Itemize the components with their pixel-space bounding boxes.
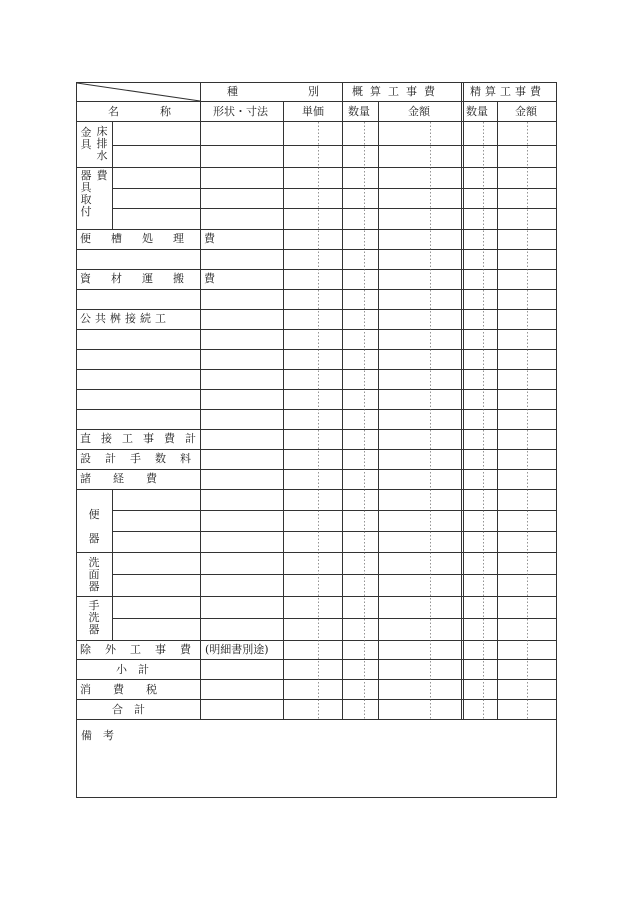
group-kigu-right: 費 — [96, 169, 108, 182]
row-jogai-label: 除外工事費 — [80, 643, 205, 656]
row-shizai-label: 資材運搬費 — [80, 272, 235, 285]
row-sekkei-label: 設計手数料 — [80, 452, 205, 465]
row-shokei-label: 諸 経 費 — [80, 472, 157, 485]
header-name-label-a: 名 — [108, 105, 119, 118]
row-gokei-label: 合 計 — [112, 703, 145, 716]
group-benki: 便器 — [88, 508, 100, 545]
header-qty-label: 数量 — [348, 105, 370, 118]
header-kind-label-a: 種 — [227, 85, 238, 98]
header-estimate-label: 概算工事費 — [352, 85, 442, 98]
row-shohizei-label: 消 費 税 — [80, 683, 157, 696]
header-name-label-b: 称 — [160, 105, 171, 118]
header-shape-label: 形状・寸法 — [213, 105, 268, 118]
header-settlement-label: 精算工事費 — [470, 85, 545, 98]
group-kanagu-right: 床排水 — [96, 125, 108, 162]
group-kigu-left: 器具取付 — [80, 169, 92, 218]
row-chokusetsu-label: 直接工事費計 — [80, 432, 206, 445]
row-benso-label: 便槽処理費 — [80, 232, 235, 245]
group-tearai: 手洗器 — [88, 599, 100, 636]
group-senmen: 洗面器 — [88, 556, 100, 593]
row-shokei2-label: 小 計 — [116, 663, 149, 676]
header-unit-price-label: 単価 — [302, 105, 324, 118]
header-qty2-label: 数量 — [466, 105, 488, 118]
header-amount-label: 金額 — [408, 105, 430, 118]
header-diagonal — [77, 83, 200, 101]
header-amount2-label: 金額 — [515, 105, 537, 118]
row-jogai-note: (明細書別途) — [205, 643, 269, 656]
remarks-label: 備 考 — [81, 729, 114, 742]
header-kind-label-b: 別 — [308, 85, 319, 98]
group-kanagu-left: 金具 — [80, 126, 92, 151]
row-kokyo-label: 公共桝接続工 — [80, 312, 170, 325]
